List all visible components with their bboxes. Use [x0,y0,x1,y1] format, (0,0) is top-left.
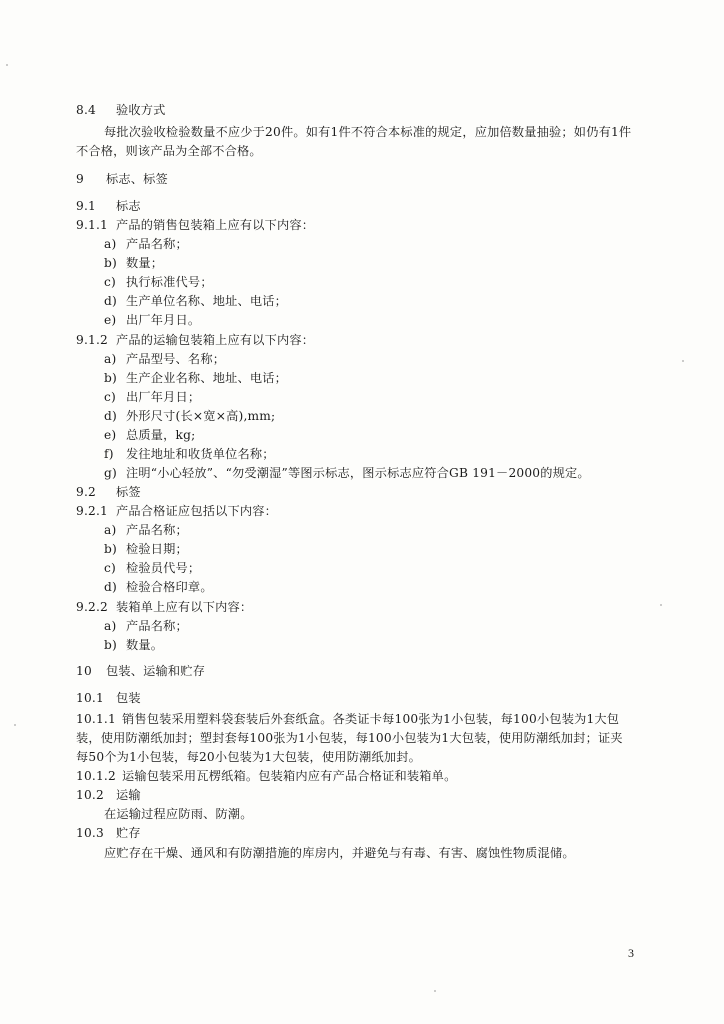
list-item: c) 执行标准代号； [104,275,213,289]
paragraph-line: 应贮存在干燥、通风和有防潮措施的库房内，并避免与有毒、有害、腐蚀性物质混储。 [104,846,575,860]
heading-9-2-2: 9.2.2 装箱单上应有以下内容： [76,600,253,614]
scan-speck [6,64,8,66]
paragraph-line: 装，使用防潮纸加封；塑封套每100张为1小包装，每100小包装为1大包装，使用防潮纸加封；证夹 [76,731,623,745]
heading-10-3: 10.3 贮存 [76,826,141,840]
paragraph-line: 每批次验收检验数量不应少于20件。如有1件不符合本标准的规定，应加倍数量抽验；如仍有1件 [104,125,632,139]
scan-speck [682,360,684,362]
list-item: d) 生产单位名称、地址、电话； [104,294,288,308]
list-item: b) 数量； [104,256,164,270]
heading-9-1: 9.1 标志 [76,199,141,213]
heading-9-2: 9.2 标签 [76,485,141,499]
page-number: 3 [628,946,634,960]
heading-9-1-1: 9.1.1 产品的销售包装箱上应有以下内容： [76,218,315,232]
heading-10: 10 包装、运输和贮存 [76,664,206,678]
list-item: g) 注明“小心轻放”、“勿受潮湿”等图示标志，图示标志应符合GB 191－2000的规定。 [104,466,590,480]
list-item: b) 生产企业名称、地址、电话； [104,371,288,385]
heading-10-1: 10.1 包装 [76,691,141,705]
list-item: a) 产品名称； [104,237,188,251]
scan-speck [660,604,662,606]
heading-9-2-1: 9.2.1 产品合格证应包括以下内容： [76,504,278,518]
list-item: f) 发往地址和收货单位名称； [104,447,275,461]
list-item: e) 总质量，kg; [104,428,196,442]
list-item: c) 出厂年月日； [104,390,201,404]
heading-8-4: 8.4 验收方式 [76,103,166,117]
paragraph-line: 每50个为1小包装，每20小包装为1大包装，使用防潮纸加封。 [76,750,422,764]
scan-speck [434,990,436,992]
heading-10-1-2: 10.1.2 运输包装采用瓦楞纸箱。包装箱内应有产品合格证和装箱单。 [76,769,457,783]
list-item: d) 检验合格印章。 [104,580,213,594]
paragraph-line: 不合格，则该产品为全部不合格。 [76,144,262,158]
heading-10-2: 10.2 运输 [76,788,141,802]
heading-10-1-1: 10.1.1 销售包装采用塑料袋套装后外套纸盒。各类证卡每100张为1小包装，每100小包装为1大包 [76,712,620,726]
list-item: a) 产品名称； [104,619,188,633]
paragraph-line: 在运输过程应防雨、防潮。 [104,807,253,821]
heading-9-1-2: 9.1.2 产品的运输包装箱上应有以下内容： [76,333,315,347]
list-item: c) 检验员代号； [104,561,201,575]
list-item: e) 出厂年月日。 [104,313,201,327]
list-item: b) 数量。 [104,638,164,652]
list-item: d) 外形尺寸(长×宽×高),mm; [104,409,276,423]
list-item: b) 检验日期； [104,542,188,556]
heading-9: 9 标志、标签 [76,172,168,186]
list-item: a) 产品型号、名称； [104,352,226,366]
scan-speck [14,724,16,726]
list-item: a) 产品名称； [104,523,188,537]
